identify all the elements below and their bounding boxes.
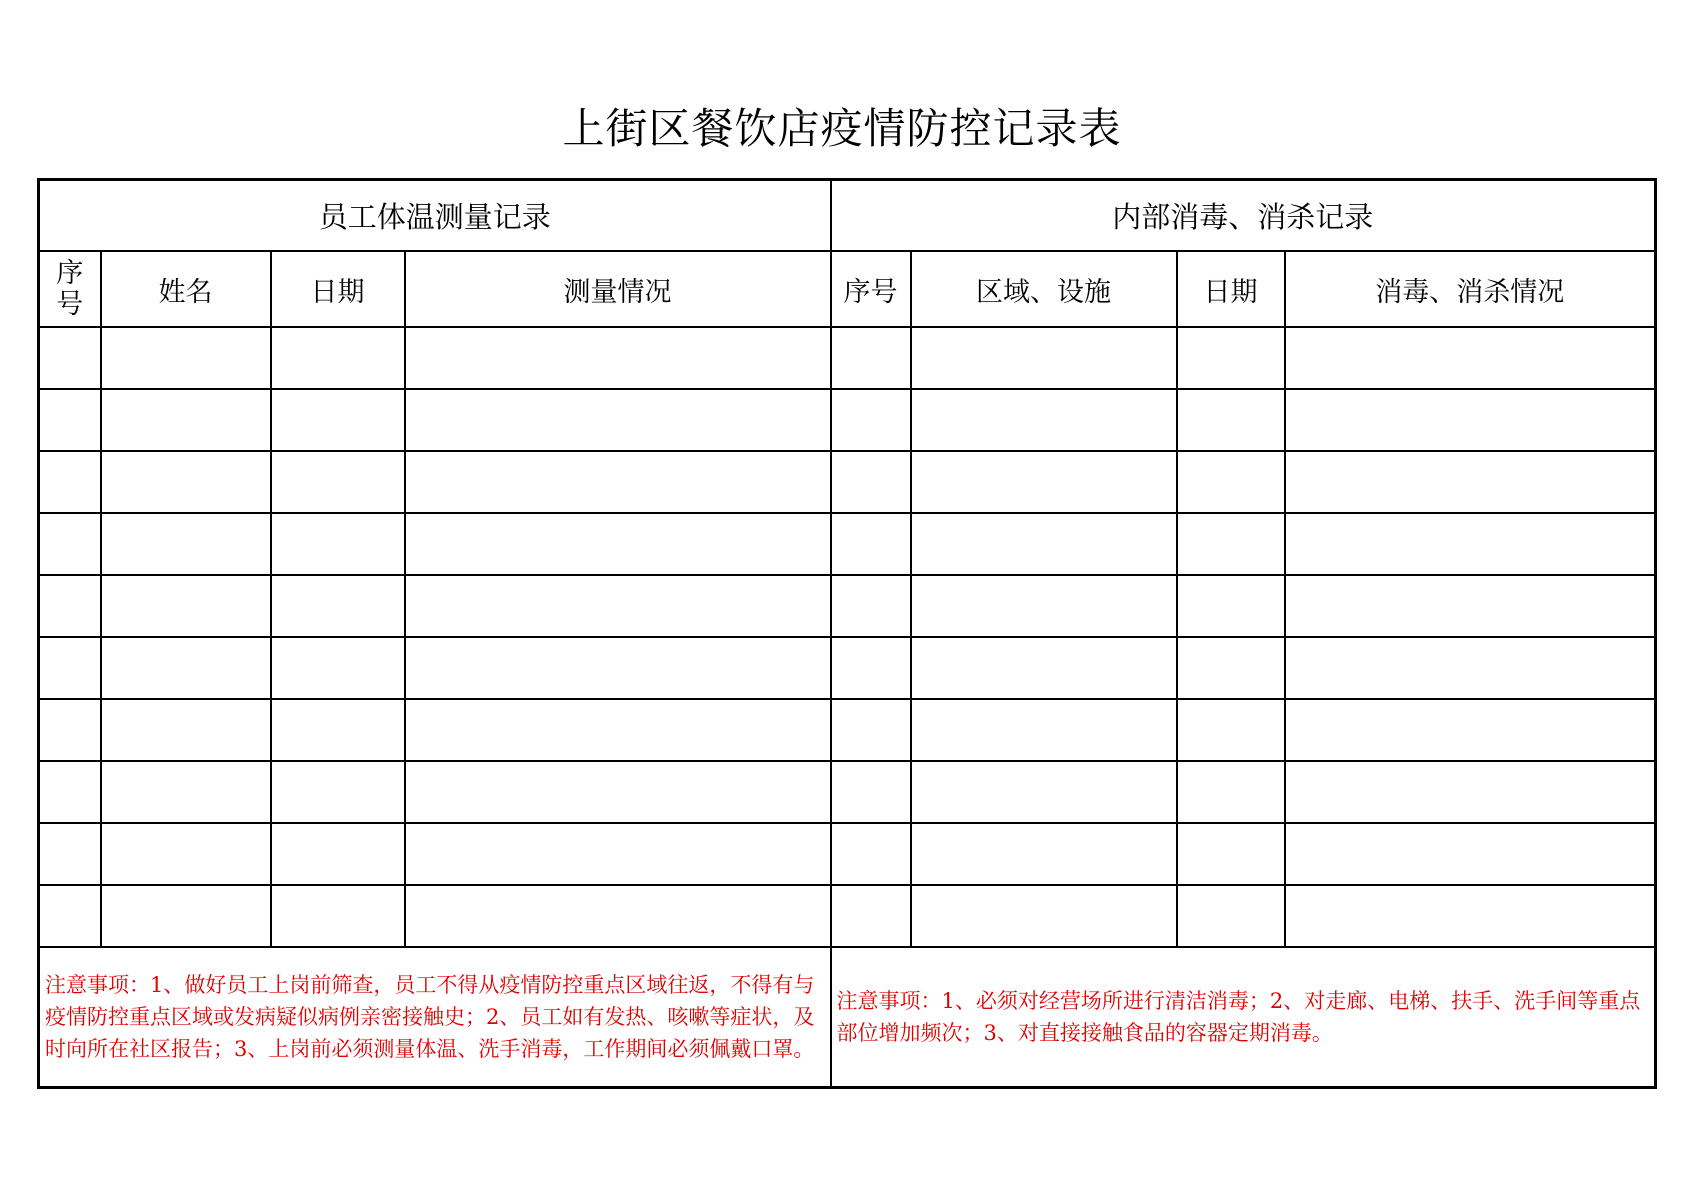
table-cell[interactable]	[405, 885, 831, 947]
table-cell[interactable]	[101, 823, 271, 885]
table-cell[interactable]	[39, 761, 101, 823]
table-cell[interactable]	[911, 327, 1177, 389]
header-cell-left-date: 日期	[271, 251, 405, 327]
table-cell[interactable]	[405, 637, 831, 699]
header-cell-left-index: 序号	[39, 251, 101, 327]
table-cell[interactable]	[1285, 823, 1656, 885]
table-cell[interactable]	[101, 575, 271, 637]
table-cell[interactable]	[101, 451, 271, 513]
table-cell[interactable]	[405, 327, 831, 389]
table-row	[39, 699, 1656, 761]
table-cell[interactable]	[101, 699, 271, 761]
table-cell[interactable]	[911, 761, 1177, 823]
table-cell[interactable]	[831, 513, 911, 575]
table-cell[interactable]	[271, 885, 405, 947]
table-cell[interactable]	[271, 327, 405, 389]
table-row	[39, 389, 1656, 451]
table-cell[interactable]	[1177, 699, 1285, 761]
table-cell[interactable]	[1285, 327, 1656, 389]
table-cell[interactable]	[39, 699, 101, 761]
table-cell[interactable]	[405, 389, 831, 451]
header-cell-name: 姓名	[101, 251, 271, 327]
table-row	[39, 637, 1656, 699]
table-cell[interactable]	[911, 885, 1177, 947]
table-cell[interactable]	[1177, 389, 1285, 451]
table-cell[interactable]	[831, 885, 911, 947]
section-title-disinfection: 内部消毒、消杀记录	[831, 180, 1656, 252]
table-cell[interactable]	[405, 699, 831, 761]
table-cell[interactable]	[39, 885, 101, 947]
table-cell[interactable]	[911, 637, 1177, 699]
header-cell-disinfection: 消毒、消杀情况	[1285, 251, 1656, 327]
table-cell[interactable]	[271, 513, 405, 575]
table-cell[interactable]	[101, 389, 271, 451]
table-cell[interactable]	[1285, 699, 1656, 761]
table-row	[39, 823, 1656, 885]
table-cell[interactable]	[101, 761, 271, 823]
table-cell[interactable]	[39, 451, 101, 513]
header-cell-right-index: 序号	[831, 251, 911, 327]
table-cell[interactable]	[831, 389, 911, 451]
table-cell[interactable]	[271, 823, 405, 885]
table-cell[interactable]	[101, 513, 271, 575]
table-cell[interactable]	[1285, 761, 1656, 823]
table-cell[interactable]	[39, 389, 101, 451]
table-cell[interactable]	[911, 389, 1177, 451]
table-cell[interactable]	[831, 823, 911, 885]
table-cell[interactable]	[271, 451, 405, 513]
table-cell[interactable]	[831, 637, 911, 699]
table-cell[interactable]	[405, 513, 831, 575]
table-cell[interactable]	[911, 451, 1177, 513]
table-cell[interactable]	[911, 513, 1177, 575]
table-cell[interactable]	[39, 575, 101, 637]
table-cell[interactable]	[405, 575, 831, 637]
table-cell[interactable]	[271, 637, 405, 699]
table-cell[interactable]	[831, 575, 911, 637]
table-cell[interactable]	[1177, 823, 1285, 885]
table-cell[interactable]	[911, 699, 1177, 761]
table-cell[interactable]	[39, 327, 101, 389]
table-cell[interactable]	[1177, 885, 1285, 947]
table-cell[interactable]	[271, 389, 405, 451]
table-cell[interactable]	[831, 451, 911, 513]
page-title: 上街区餐饮店疫情防控记录表	[562, 104, 1122, 153]
header-cell-measurement: 测量情况	[405, 251, 831, 327]
table-cell[interactable]	[271, 575, 405, 637]
table-cell[interactable]	[271, 699, 405, 761]
table-cell[interactable]	[1177, 575, 1285, 637]
table-cell[interactable]	[405, 451, 831, 513]
table-cell[interactable]	[1177, 327, 1285, 389]
table-cell[interactable]	[271, 761, 405, 823]
table-cell[interactable]	[1285, 513, 1656, 575]
table-cell[interactable]	[831, 327, 911, 389]
table-cell[interactable]	[101, 637, 271, 699]
header-cell-area: 区域、设施	[911, 251, 1177, 327]
section-title-temperature: 员工体温测量记录	[39, 180, 831, 252]
table-cell[interactable]	[1177, 451, 1285, 513]
table-cell[interactable]	[911, 823, 1177, 885]
table-cell[interactable]	[831, 761, 911, 823]
table-cell[interactable]	[911, 575, 1177, 637]
table-cell[interactable]	[1285, 575, 1656, 637]
table-cell[interactable]	[101, 885, 271, 947]
table-row	[39, 885, 1656, 947]
table-row	[39, 575, 1656, 637]
table-cell[interactable]	[39, 823, 101, 885]
table-cell[interactable]	[1285, 885, 1656, 947]
table-cell[interactable]	[405, 761, 831, 823]
table-cell[interactable]	[39, 513, 101, 575]
table-cell[interactable]	[405, 823, 831, 885]
header-cell-right-date: 日期	[1177, 251, 1285, 327]
table-cell[interactable]	[39, 637, 101, 699]
table-cell[interactable]	[1285, 637, 1656, 699]
notes-right: 注意事项：1、必须对经营场所进行清洁消毒；2、对走廊、电梯、扶手、洗手间等重点部位增加频次；3、对直接接触食品的容器定期消毒。	[831, 947, 1656, 1088]
table-row	[39, 451, 1656, 513]
table-row	[39, 761, 1656, 823]
record-table	[37, 178, 1657, 1089]
table-row	[39, 327, 1656, 389]
table-row	[39, 513, 1656, 575]
table-cell[interactable]	[1285, 389, 1656, 451]
table-cell[interactable]	[1285, 451, 1656, 513]
table-cell[interactable]	[831, 699, 911, 761]
table-cell[interactable]	[1177, 761, 1285, 823]
table-cell[interactable]	[1177, 513, 1285, 575]
notes-left: 注意事项：1、做好员工上岗前筛查，员工不得从疫情防控重点区域往返，不得有与疫情防控重点区域或发病疑似病例亲密接触史；2、员工如有发热、咳嗽等症状，及时向所在社区报告；3、上岗前必须测量体温、洗手消毒，工作期间必须佩戴口罩。	[39, 947, 831, 1088]
table-cell[interactable]	[1177, 637, 1285, 699]
table-cell[interactable]	[101, 327, 271, 389]
